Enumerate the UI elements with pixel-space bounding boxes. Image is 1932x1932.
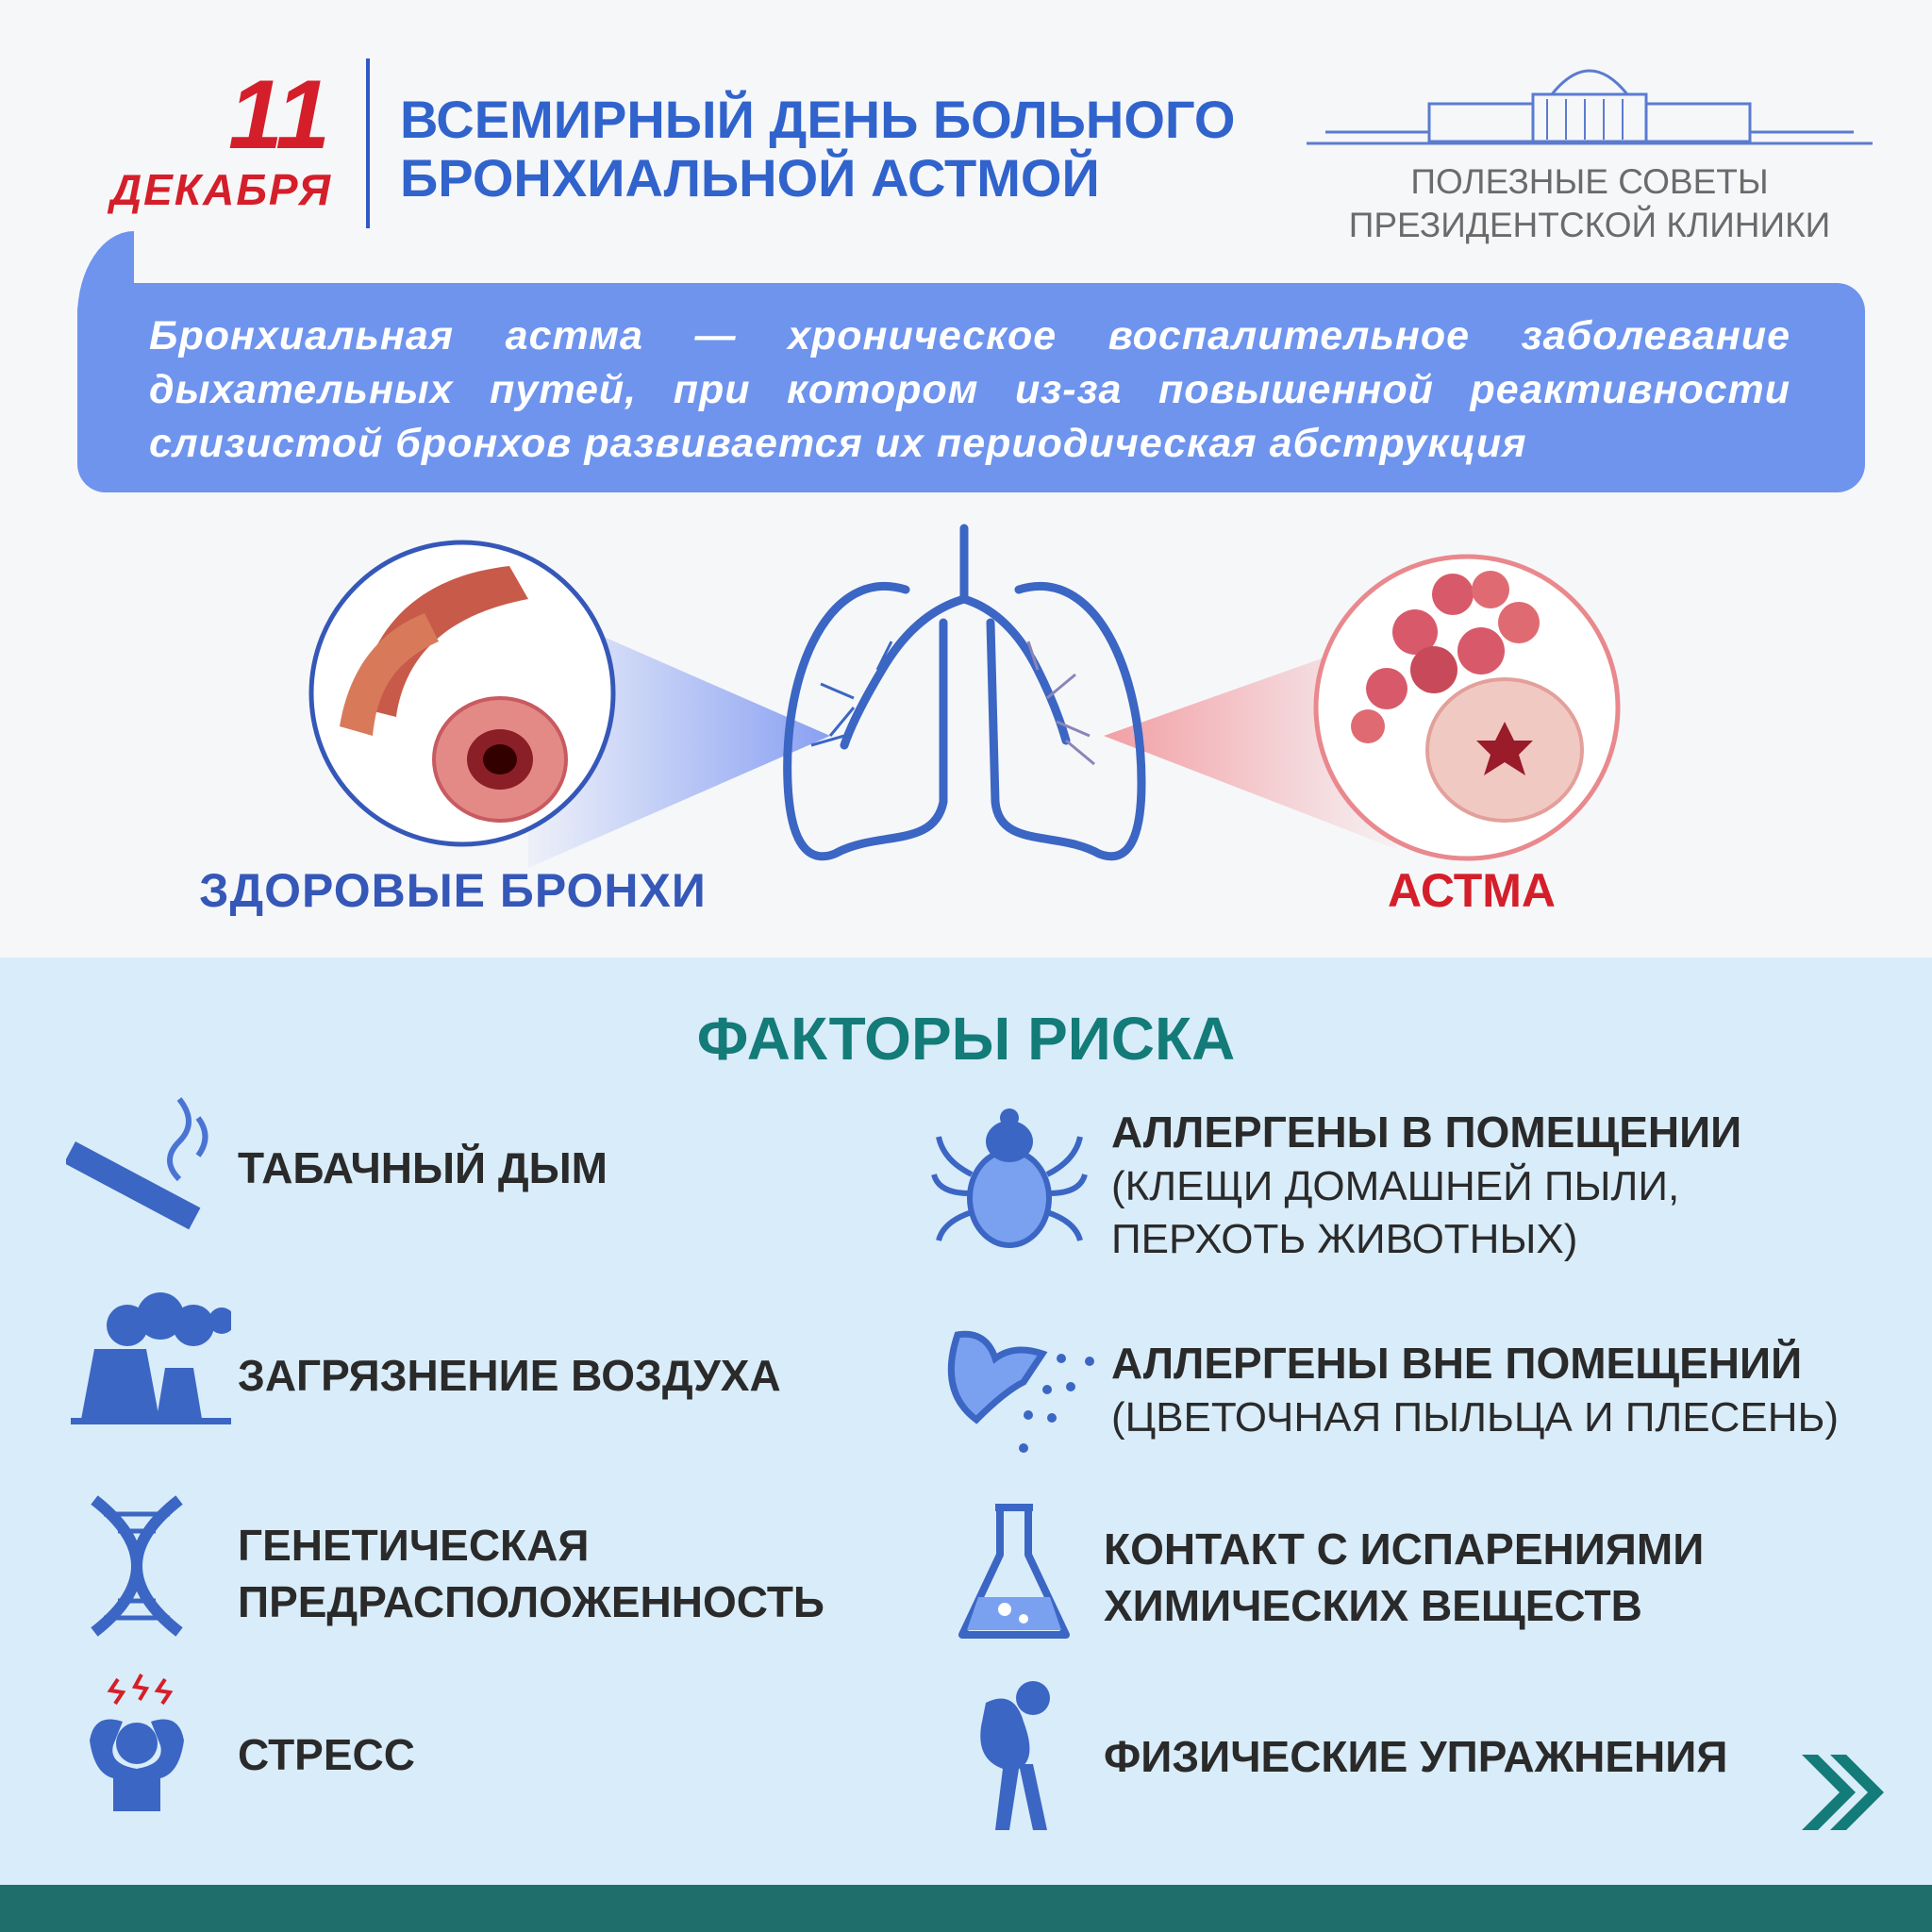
- risk-outdoor-allergens-title: АЛЛЕРГЕНЫ ВНЕ ПОМЕЩЕНИЙ: [1111, 1339, 1803, 1388]
- cigarette-icon: [66, 1090, 226, 1231]
- risk-indoor-allergens: [1111, 1104, 1741, 1266]
- flask-icon: [958, 1498, 1071, 1644]
- risk-indoor-allergens-sub-2: ПЕРХОТЬ ЖИВОТНЫХ): [1111, 1216, 1578, 1262]
- clinic-line-2: ПРЕЗИДЕНТСКОЙ КЛИНИКИ: [1348, 206, 1831, 244]
- header-divider: [366, 58, 370, 228]
- risk-genetic-line-2: ПРЕДРАСПОЛОЖЕННОСТЬ: [238, 1577, 824, 1626]
- clinic-building-logo: [1307, 38, 1873, 151]
- factory-icon: [71, 1283, 231, 1424]
- risk-stress: СТРЕСС: [238, 1730, 415, 1779]
- risk-outdoor-allergens: [1111, 1335, 1839, 1444]
- bronchi-comparison-illustration: [0, 509, 1932, 868]
- title-line-1: ВСЕМИРНЫЙ ДЕНЬ БОЛЬНОГО: [400, 90, 1236, 149]
- risk-genetic-line-1: ГЕНЕТИЧЕСКАЯ: [238, 1521, 590, 1570]
- risk-air-pollution: ЗАГРЯЗНЕНИЕ ВОЗДУХА: [238, 1351, 781, 1400]
- stress-icon: [71, 1670, 203, 1811]
- footer-bar: [0, 1885, 1932, 1932]
- risk-tobacco-smoke: ТАБАЧНЫЙ ДЫМ: [238, 1143, 608, 1192]
- asthma-label: АСТМА: [1387, 864, 1557, 917]
- risk-chemical-fumes: [1104, 1521, 1704, 1634]
- date-day: 11: [228, 60, 330, 170]
- healthy-bronchi-label: ЗДОРОВЫЕ БРОНХИ: [199, 864, 707, 917]
- dna-icon: [80, 1495, 193, 1637]
- healthy-bronchus-icon: [311, 542, 613, 844]
- next-arrow-icon[interactable]: [1797, 1750, 1887, 1835]
- risk-indoor-allergens-title: АЛЛЕРГЕНЫ В ПОМЕЩЕНИИ: [1111, 1108, 1742, 1157]
- flower-pollen-icon: [939, 1316, 1099, 1457]
- exercise-icon: [967, 1674, 1061, 1835]
- risk-factors-title: ФАКТОРЫ РИСКА: [696, 1005, 1236, 1073]
- risk-indoor-allergens-sub-1: (КЛЕЩИ ДОМАШНЕЙ ПЫЛИ,: [1111, 1163, 1680, 1209]
- title-line-2: БРОНХИАЛЬНОЙ АСТМОЙ: [400, 148, 1100, 208]
- risk-outdoor-allergens-sub: (ЦВЕТОЧНАЯ ПЫЛЬЦА И ПЛЕСЕНЬ): [1111, 1394, 1840, 1441]
- clinic-caption: [1307, 160, 1873, 247]
- definition-text: Бронхиальная астма — хроническое воспалительное заболевание дыхательных путей, при котором из-за повышенной реактивности слизистой бронхов развивается их периодическая абструкция: [149, 313, 1790, 466]
- page-title: [400, 91, 1268, 208]
- risk-genetic: [238, 1517, 824, 1630]
- asthma-bronchus-icon: [1316, 557, 1618, 858]
- mite-icon: [929, 1099, 1090, 1250]
- risk-physical-exercise: ФИЗИЧЕСКИЕ УПРАЖНЕНИЯ: [1104, 1732, 1728, 1781]
- risk-chemical-fumes-line-1: КОНТАКТ С ИСПАРЕНИЯМИ: [1104, 1524, 1705, 1574]
- date-month: ДЕКАБРЯ: [109, 165, 332, 214]
- clinic-line-1: ПОЛЕЗНЫЕ СОВЕТЫ: [1410, 162, 1769, 201]
- risk-chemical-fumes-line-2: ХИМИЧЕСКИХ ВЕЩЕСТВ: [1104, 1581, 1642, 1630]
